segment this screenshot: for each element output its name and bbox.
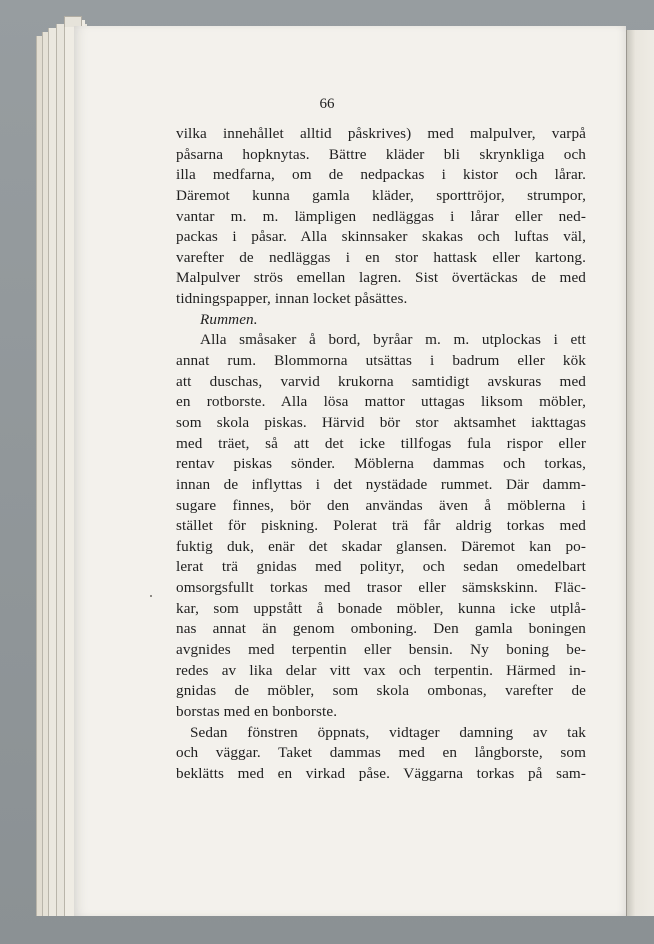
facing-page-edge bbox=[626, 30, 654, 916]
text-line: en rotborste. Alla lösa mattor uttagas liksom möbler, bbox=[176, 393, 586, 411]
text-line: Sedan fönstren öppnats, vidtager damning av tak bbox=[190, 723, 586, 741]
text-line: sugare finnes, bör den användas även å möblerna i bbox=[176, 496, 586, 514]
text-line: illa medfarna, om de nedpackas i kistor och lårar. bbox=[176, 166, 586, 184]
text-line: avgnides med terpentin eller bensin. Ny boning be- bbox=[176, 641, 586, 659]
text-line: fuktig duk, enär det skadar glansen. Däremot kan po- bbox=[176, 537, 586, 555]
text-line: som skola piskas. Härvid bör stor aktsamhet iakttagas bbox=[176, 413, 586, 431]
text-line: innan de inflyttas i det nystädade rummet. Där damm- bbox=[176, 475, 586, 493]
page-number: 66 bbox=[319, 96, 335, 112]
text-line: borstas med en bonborste. bbox=[176, 702, 338, 720]
text-line: varefter de nedläggas i en stor hattask eller kartong. bbox=[176, 248, 586, 266]
text-line: med träet, så att det icke tillfogas fula rispor eller bbox=[176, 434, 586, 452]
text-line: beklätts med en virkad påse. Väggarna torkas på sam- bbox=[176, 764, 586, 782]
text-line: rentav piskas sönder. Möblerna dammas och torkas, bbox=[176, 455, 586, 473]
text-line: nas annat än genom omboning. Den gamla boningen bbox=[176, 620, 586, 638]
text-line: packas i påsar. Alla skinnsaker skakas och luftas väl, bbox=[176, 228, 586, 246]
text-line: redes av lika delar vitt vax och terpentin. Härmed in- bbox=[176, 661, 586, 679]
section-heading: Rummen. bbox=[200, 310, 258, 328]
paper-speck bbox=[150, 595, 152, 597]
body-text bbox=[176, 124, 586, 785]
text-line: och väggar. Taket dammas med en långborste, som bbox=[176, 744, 586, 762]
text-line: tidningspapper, innan locket påsättes. bbox=[176, 290, 408, 308]
text-line: annat rum. Blommorna utsättas i badrum eller kök bbox=[176, 352, 586, 370]
text-line: Däremot kunna gamla kläder, sporttröjor, strumpor, bbox=[176, 186, 586, 204]
text-line: påsarna hopknytas. Bättre kläder bli skrynkliga och bbox=[176, 145, 586, 163]
text-line: vilka innehållet alltid påskrives) med malpulver, varpå bbox=[176, 125, 586, 142]
text-line: kar, som uppstått å bonade möbler, kunna icke utplå- bbox=[176, 599, 586, 617]
text-line: att duschas, varvid krukorna samtidigt avskuras med bbox=[176, 372, 586, 390]
text-line: gnidas de möbler, som skola ombonas, varefter de bbox=[176, 682, 586, 700]
text-line: Alla småsaker å bord, byråar m. m. utplockas i ett bbox=[200, 331, 586, 349]
text-line: Malpulver strös emellan lagren. Sist övertäckas de med bbox=[176, 269, 586, 287]
text-line: vantar m. m. lämpligen nedläggas i lårar eller ned- bbox=[176, 207, 586, 225]
text-line: stället för piskning. Polerat trä får aldrig torkas med bbox=[176, 517, 586, 535]
text-line: omsorgsfullt torkas med trasor eller sämskskinn. Fläc- bbox=[176, 579, 586, 597]
text-line: lerat trä gnidas med polityr, och sedan omedelbart bbox=[176, 558, 586, 576]
